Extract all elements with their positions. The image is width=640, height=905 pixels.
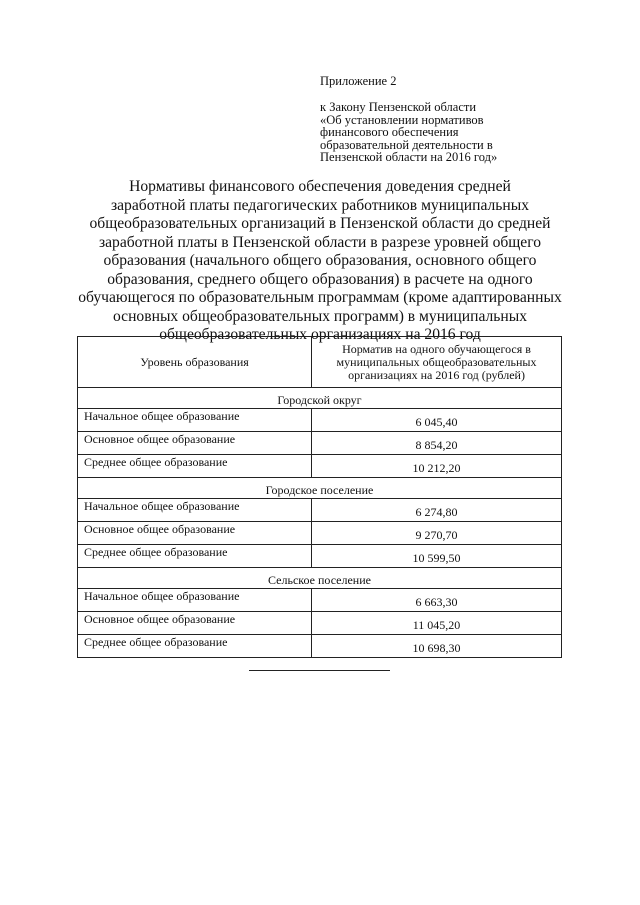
law-reference bbox=[320, 101, 497, 164]
table-row bbox=[78, 432, 562, 455]
norm-value-cell: 9 270,70 bbox=[312, 522, 562, 545]
column-header-norm-line: организациях на 2016 год (рублей) bbox=[348, 367, 525, 382]
column-header-norm-line: муниципальных общеобразовательных bbox=[336, 354, 537, 369]
title-line: общеобразовательных организациях на 2016 год bbox=[159, 326, 481, 343]
norm-value-cell: 8 854,20 bbox=[312, 432, 562, 455]
norm-value-cell: 6 274,80 bbox=[312, 499, 562, 522]
norm-value-cell: 6 045,40 bbox=[312, 409, 562, 432]
education-level-cell: Среднее общее образование bbox=[78, 455, 312, 478]
education-level-cell: Основное общее образование bbox=[78, 612, 312, 635]
table-row bbox=[78, 499, 562, 522]
law-reference-line: «Об установлении нормативов bbox=[320, 112, 484, 127]
norm-value-cell: 11 045,20 bbox=[312, 612, 562, 635]
education-level-cell: Среднее общее образование bbox=[78, 545, 312, 568]
column-header-norm bbox=[312, 337, 562, 388]
education-level-cell: Начальное общее образование bbox=[78, 409, 312, 432]
section-row bbox=[78, 568, 562, 589]
title-line: заработной платы в Пензенской области в разрезе уровней общего bbox=[98, 233, 542, 251]
table-header-row bbox=[78, 337, 562, 388]
title-line: образования, среднего общего образования) в расчете на одного bbox=[107, 270, 533, 288]
title-line: общеобразовательных организаций в Пензенской области до средней bbox=[89, 215, 551, 232]
title-line: заработной платы педагогических работников муниципальных bbox=[110, 196, 530, 214]
appendix-label: Приложение 2 bbox=[320, 74, 397, 88]
document-title bbox=[70, 178, 570, 345]
title-line: Нормативы финансового обеспечения доведения средней bbox=[129, 178, 511, 195]
norm-value-cell: 10 698,30 bbox=[312, 635, 562, 658]
table-row bbox=[78, 522, 562, 545]
table-row bbox=[78, 589, 562, 612]
education-level-cell: Начальное общее образование bbox=[78, 589, 312, 612]
end-divider bbox=[249, 670, 390, 671]
section-title: Городское поселение bbox=[78, 478, 562, 499]
norm-value-cell: 6 663,30 bbox=[312, 589, 562, 612]
table-row bbox=[78, 455, 562, 478]
column-header-level: Уровень образования bbox=[78, 337, 312, 388]
table-row bbox=[78, 545, 562, 568]
norm-value-cell: 10 212,20 bbox=[312, 455, 562, 478]
law-reference-line: Пензенской области на 2016 год» bbox=[320, 150, 498, 164]
education-level-cell: Основное общее образование bbox=[78, 522, 312, 545]
section-title: Сельское поселение bbox=[78, 568, 562, 589]
column-header-norm-line: Норматив на одного обучающегося в bbox=[342, 341, 531, 356]
title-line: образования (начального общего образования, основного общего bbox=[103, 252, 537, 269]
education-level-cell: Основное общее образование bbox=[78, 432, 312, 455]
title-line: основных общеобразовательных программ) в муниципальных bbox=[112, 307, 528, 325]
law-reference-line: финансового обеспечения bbox=[320, 125, 459, 139]
norms-table bbox=[77, 336, 562, 658]
title-line: обучающегося по образовательным программам (кроме адаптированных bbox=[78, 289, 562, 306]
education-level-cell: Начальное общее образование bbox=[78, 499, 312, 522]
table-row bbox=[78, 612, 562, 635]
norm-value-cell: 10 599,50 bbox=[312, 545, 562, 568]
table-row bbox=[78, 635, 562, 658]
section-row bbox=[78, 388, 562, 409]
law-reference-line: к Закону Пензенской области bbox=[320, 100, 477, 114]
section-title: Городской округ bbox=[78, 388, 562, 409]
law-reference-line: образовательной деятельности в bbox=[320, 137, 493, 152]
section-row bbox=[78, 478, 562, 499]
table-row bbox=[78, 409, 562, 432]
education-level-cell: Среднее общее образование bbox=[78, 635, 312, 658]
